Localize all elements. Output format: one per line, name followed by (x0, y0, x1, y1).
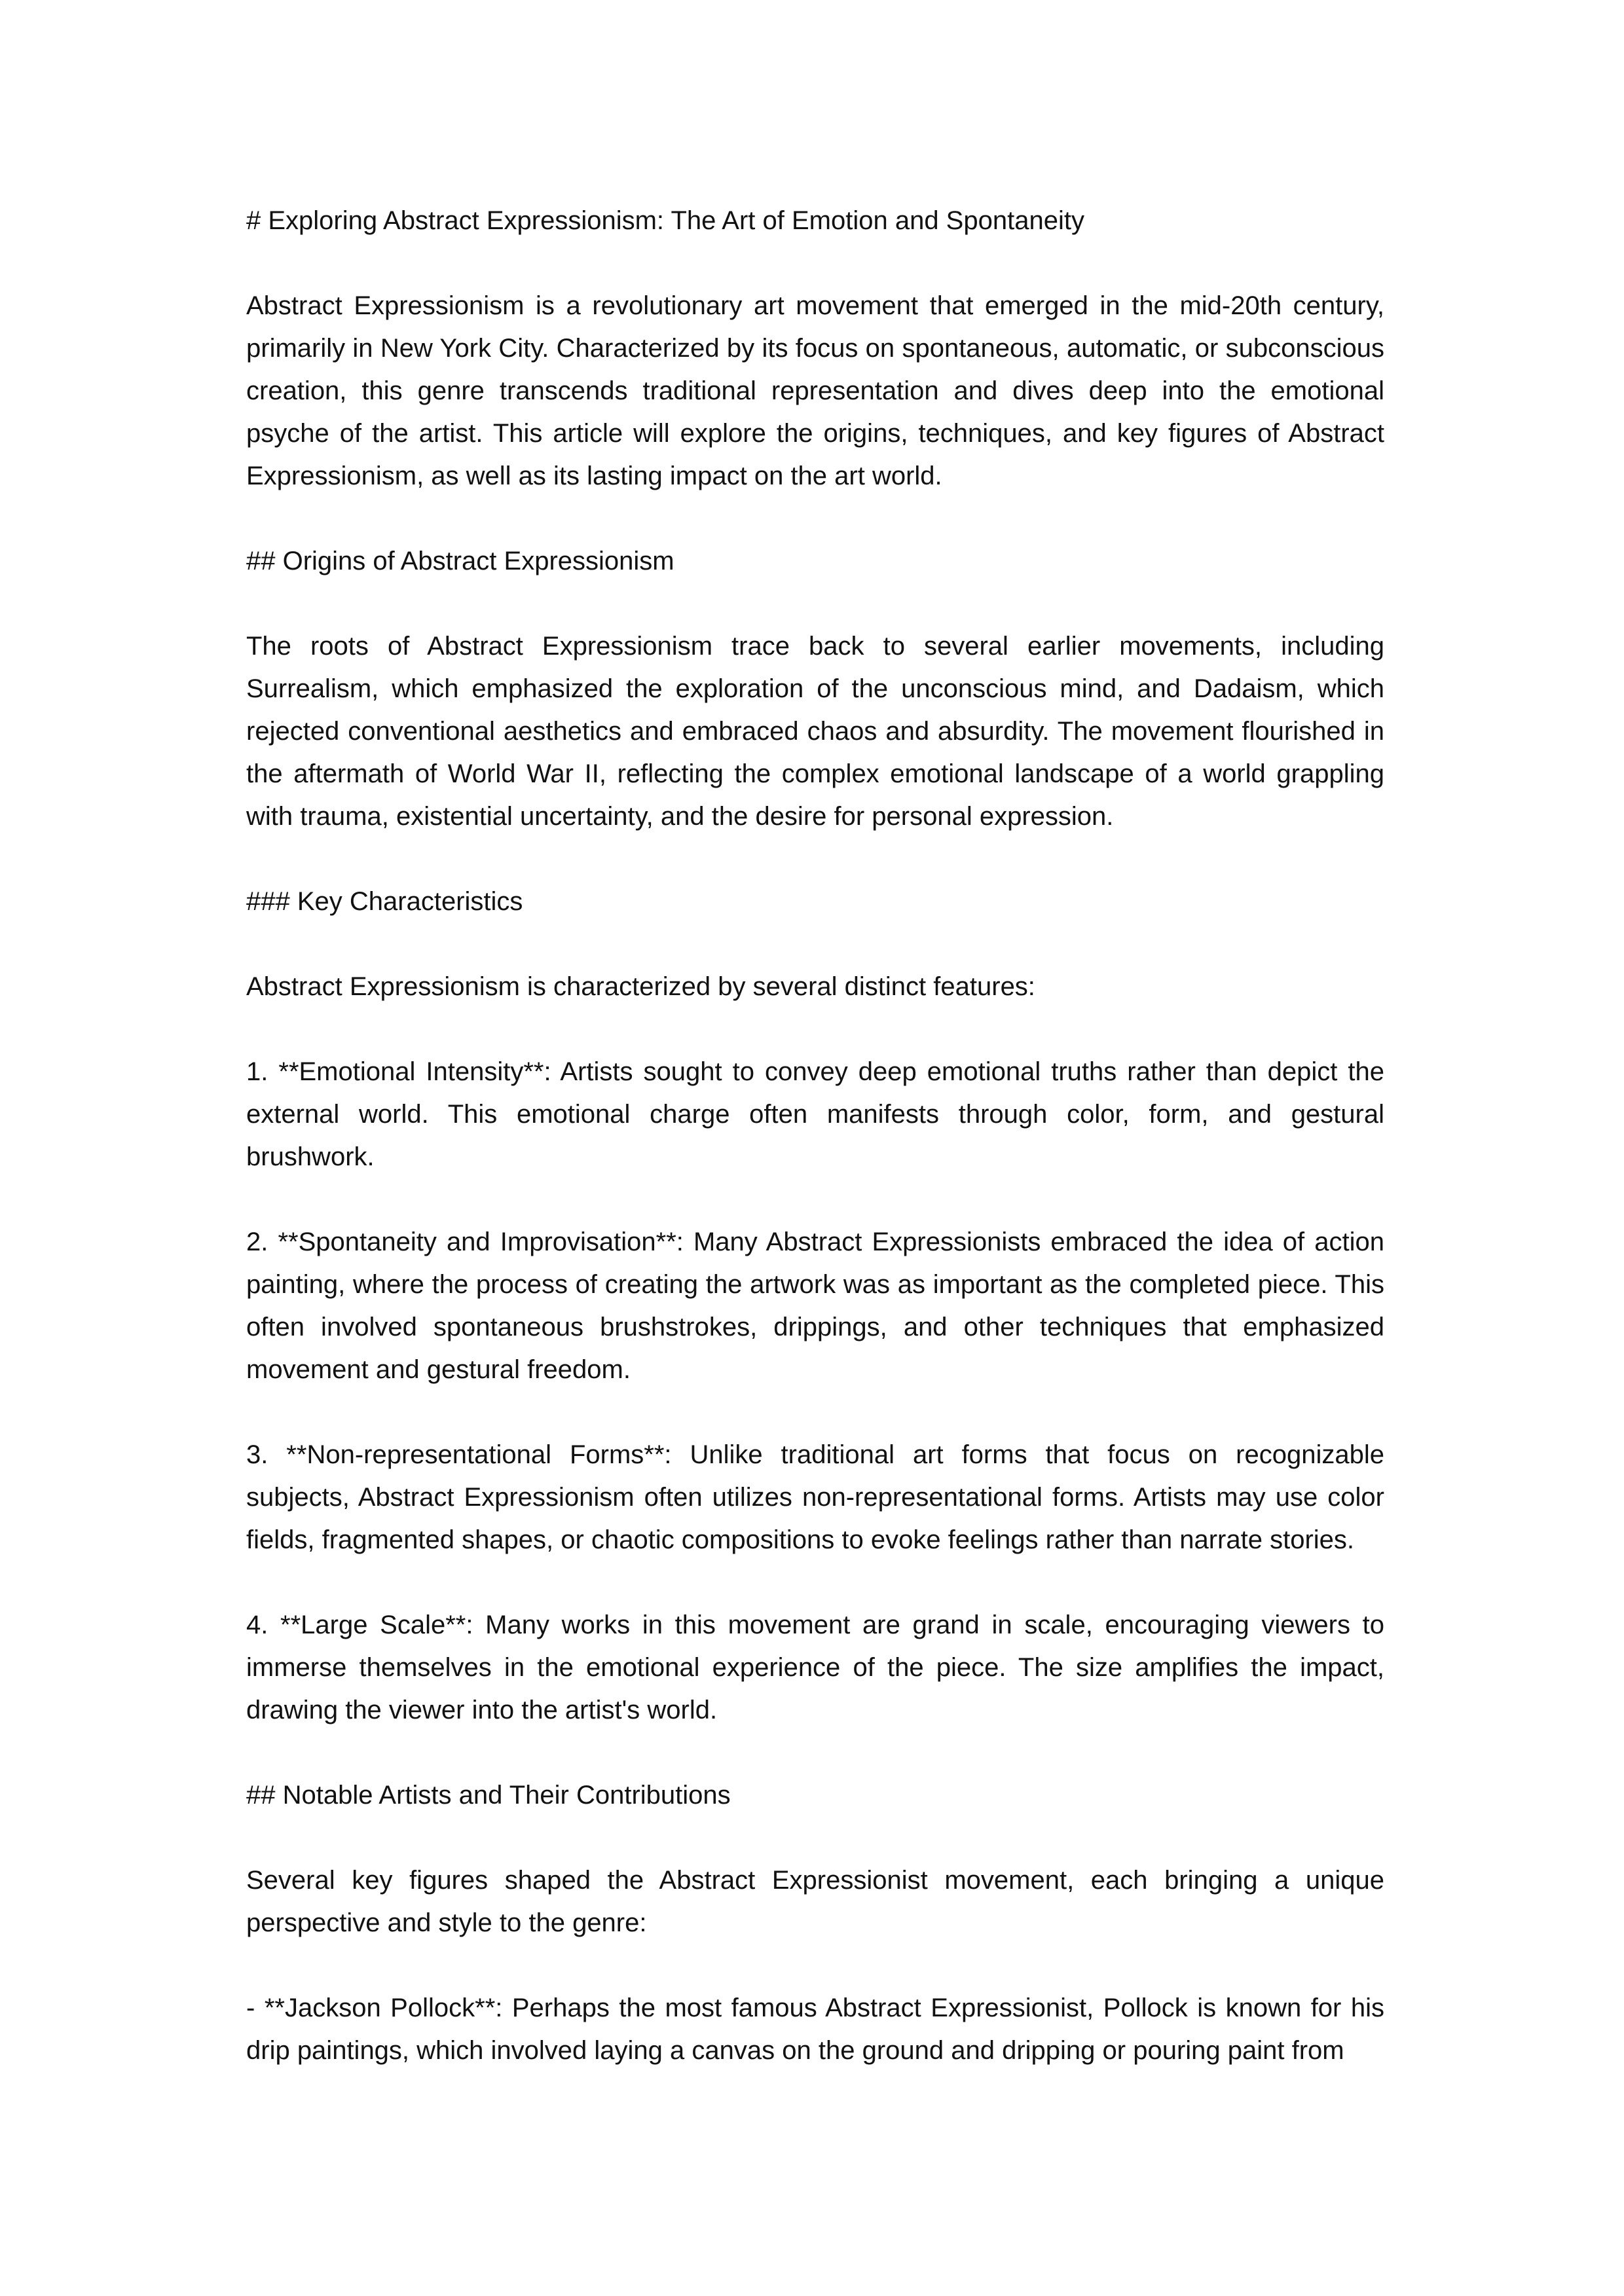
document-body (246, 200, 1384, 2072)
characteristics-heading: ### Key Characteristics (246, 887, 523, 916)
characteristic-item-3: 3. **Non-representational Forms**: Unlike traditional art forms that focus on recognizable subjects, Abstract Expressionism often utilizes non-representational forms. Artists may use color fields, fragmented shapes, or chaotic compositions to evoke feelings rather than narrate stories. (246, 1440, 1384, 1554)
artists-heading: ## Notable Artists and Their Contributions (246, 1781, 731, 1810)
origins-paragraph: The roots of Abstract Expressionism trace back to several earlier movements, including Surrealism, which emphasized the exploration of the unconscious mind, and Dadaism, which rejected conventional aesthetics and embraced chaos and absurdity. The movement flourished in the aftermath of World War II, reflecting the complex emotional landscape of a world grappling with trauma, existential uncertainty, and the desire for personal expression. (246, 632, 1384, 831)
document-title: # Exploring Abstract Expressionism: The Art of Emotion and Spontaneity (246, 206, 1084, 235)
characteristics-intro: Abstract Expressionism is characterized by several distinct features: (246, 972, 1035, 1001)
artist-item-pollock: - **Jackson Pollock**: Perhaps the most famous Abstract Expressionist, Pollock is known for his drip paintings, which involved laying a canvas on the ground and dripping or pouring paint from (246, 1994, 1384, 2065)
intro-paragraph: Abstract Expressionism is a revolutionary art movement that emerged in the mid-20th century, primarily in New York City. Characterized by its focus on spontaneous, automatic, or subconscious creation, this genre transcends traditional representation and dives deep into the emotional psyche of the artist. This article will explore the origins, techniques, and key figures of Abstract Expressionism, as well as its lasting impact on the art world. (246, 291, 1384, 490)
characteristic-item-1: 1. **Emotional Intensity**: Artists sought to convey deep emotional truths rather than depict the external world. This emotional charge often manifests through color, form, and gestural brushwork. (246, 1057, 1384, 1171)
origins-heading: ## Origins of Abstract Expressionism (246, 547, 674, 575)
characteristic-item-2: 2. **Spontaneity and Improvisation**: Many Abstract Expressionists embraced the idea of action painting, where the process of creating the artwork was as important as the completed piece. This often involved spontaneous brushstrokes, drippings, and other techniques that emphasized movement and gestural freedom. (246, 1228, 1384, 1384)
characteristic-item-4: 4. **Large Scale**: Many works in this movement are grand in scale, encouraging viewers to immerse themselves in the emotional experience of the piece. The size amplifies the impact, drawing the viewer into the artist's world. (246, 1611, 1384, 1724)
artists-intro: Several key figures shaped the Abstract Expressionist movement, each bringing a unique perspective and style to the genre: (246, 1866, 1384, 1937)
